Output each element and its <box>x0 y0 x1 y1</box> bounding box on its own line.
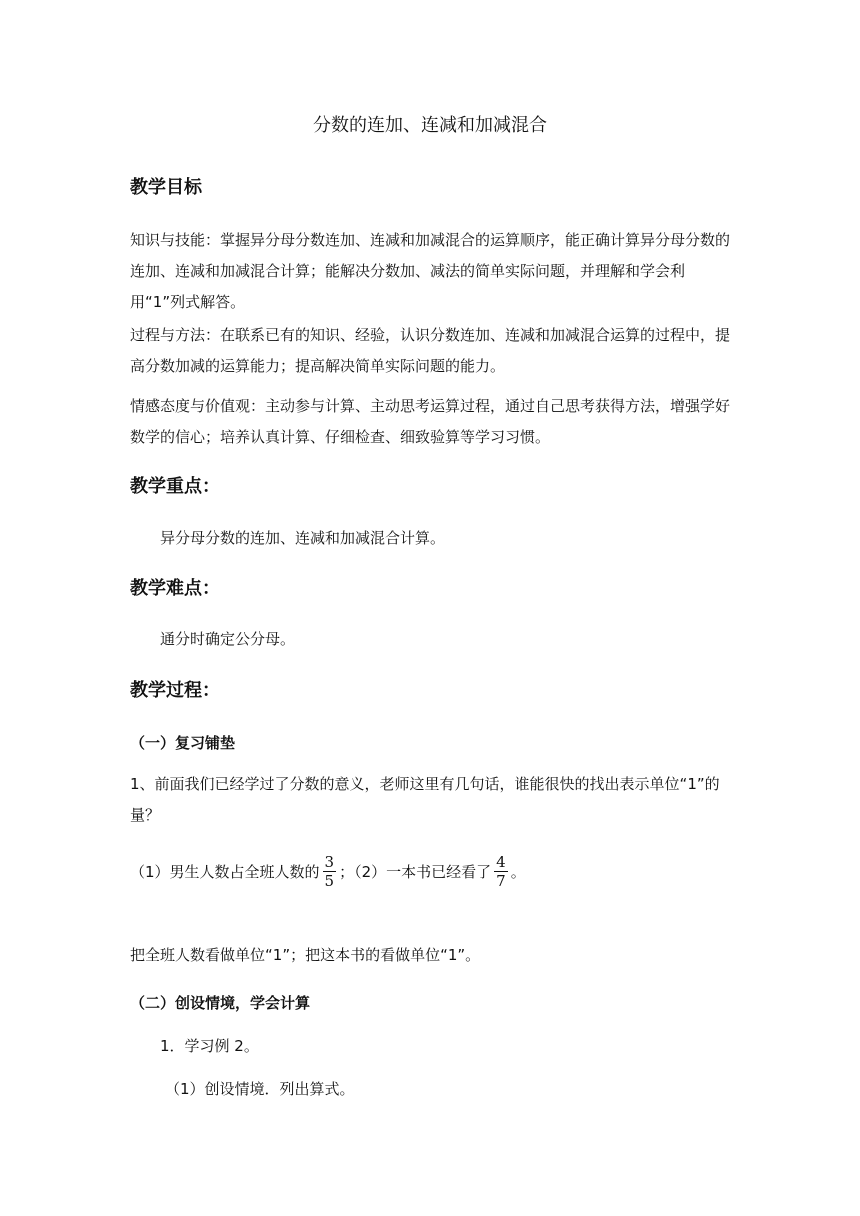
fraction-three-fifths <box>323 853 337 890</box>
heading-difficult-points: 教学难点： <box>130 578 220 599</box>
fraction-1-numerator: 3 <box>324 852 335 871</box>
document-title: 分数的连加、连减和加减混合 <box>313 115 547 136</box>
paragraph-knowledge-skills: 知识与技能：掌握异分母分数连加、连减和加减混合的运算顺序，能正确计算异分母分数的连加、连减和加减混合计算；能解决分数加、减法的简单实际问题，并理解和学会利用“1”列式解答。 <box>130 231 731 311</box>
heading-teaching-process: 教学过程： <box>130 680 220 701</box>
fraction-sentence <box>130 846 526 896</box>
item-1-text: 1．学习例 2。 <box>160 1037 259 1055</box>
difficult-points-text: 通分时确定公分母。 <box>160 630 296 648</box>
paragraph-process-methods: 过程与方法：在联系已有的知识、经验，认识分数连加、连减和加减混合运算的过程中，提高分数加减的运算能力；提高解决简单实际问题的能力。 <box>130 326 731 375</box>
heading-teaching-goals: 教学目标 <box>130 177 202 198</box>
section-scenario-title: （二）创设情境，学会计算 <box>130 994 311 1012</box>
question-1-text: 1、前面我们已经学过了分数的意义，老师这里有几句话，谁能很快的找出表示单位“1”的量？ <box>130 775 720 824</box>
key-points-text: 异分母分数的连加、连减和加减混合计算。 <box>160 529 446 547</box>
fraction-sentence-part-3: 。 <box>510 862 526 881</box>
fraction-2-numerator: 4 <box>496 852 506 871</box>
fraction-sentence-part-1: （1）男生人数占全班人数的 <box>130 862 320 881</box>
fraction-four-sevenths <box>494 853 508 890</box>
heading-key-points: 教学重点： <box>130 476 220 497</box>
fraction-2-denominator: 7 <box>496 871 506 890</box>
fraction-1-denominator: 5 <box>324 871 335 890</box>
paragraph-emotion-values: 情感态度与价值观：主动参与计算、主动思考运算过程，通过自己思考获得方法，增强学好数学的信心；培养认真计算、仔细检查、细致验算等学习习惯。 <box>130 397 731 446</box>
answer-text: 把全班人数看做单位“1”；把这本书的看做单位“1”。 <box>130 946 481 964</box>
item-1-sub-text: （1）创设情境．列出算式。 <box>165 1080 355 1098</box>
section-review-title: （一）复习铺垫 <box>130 734 236 752</box>
fraction-sentence-part-2: ；（2）一本书已经看了 <box>339 862 492 881</box>
